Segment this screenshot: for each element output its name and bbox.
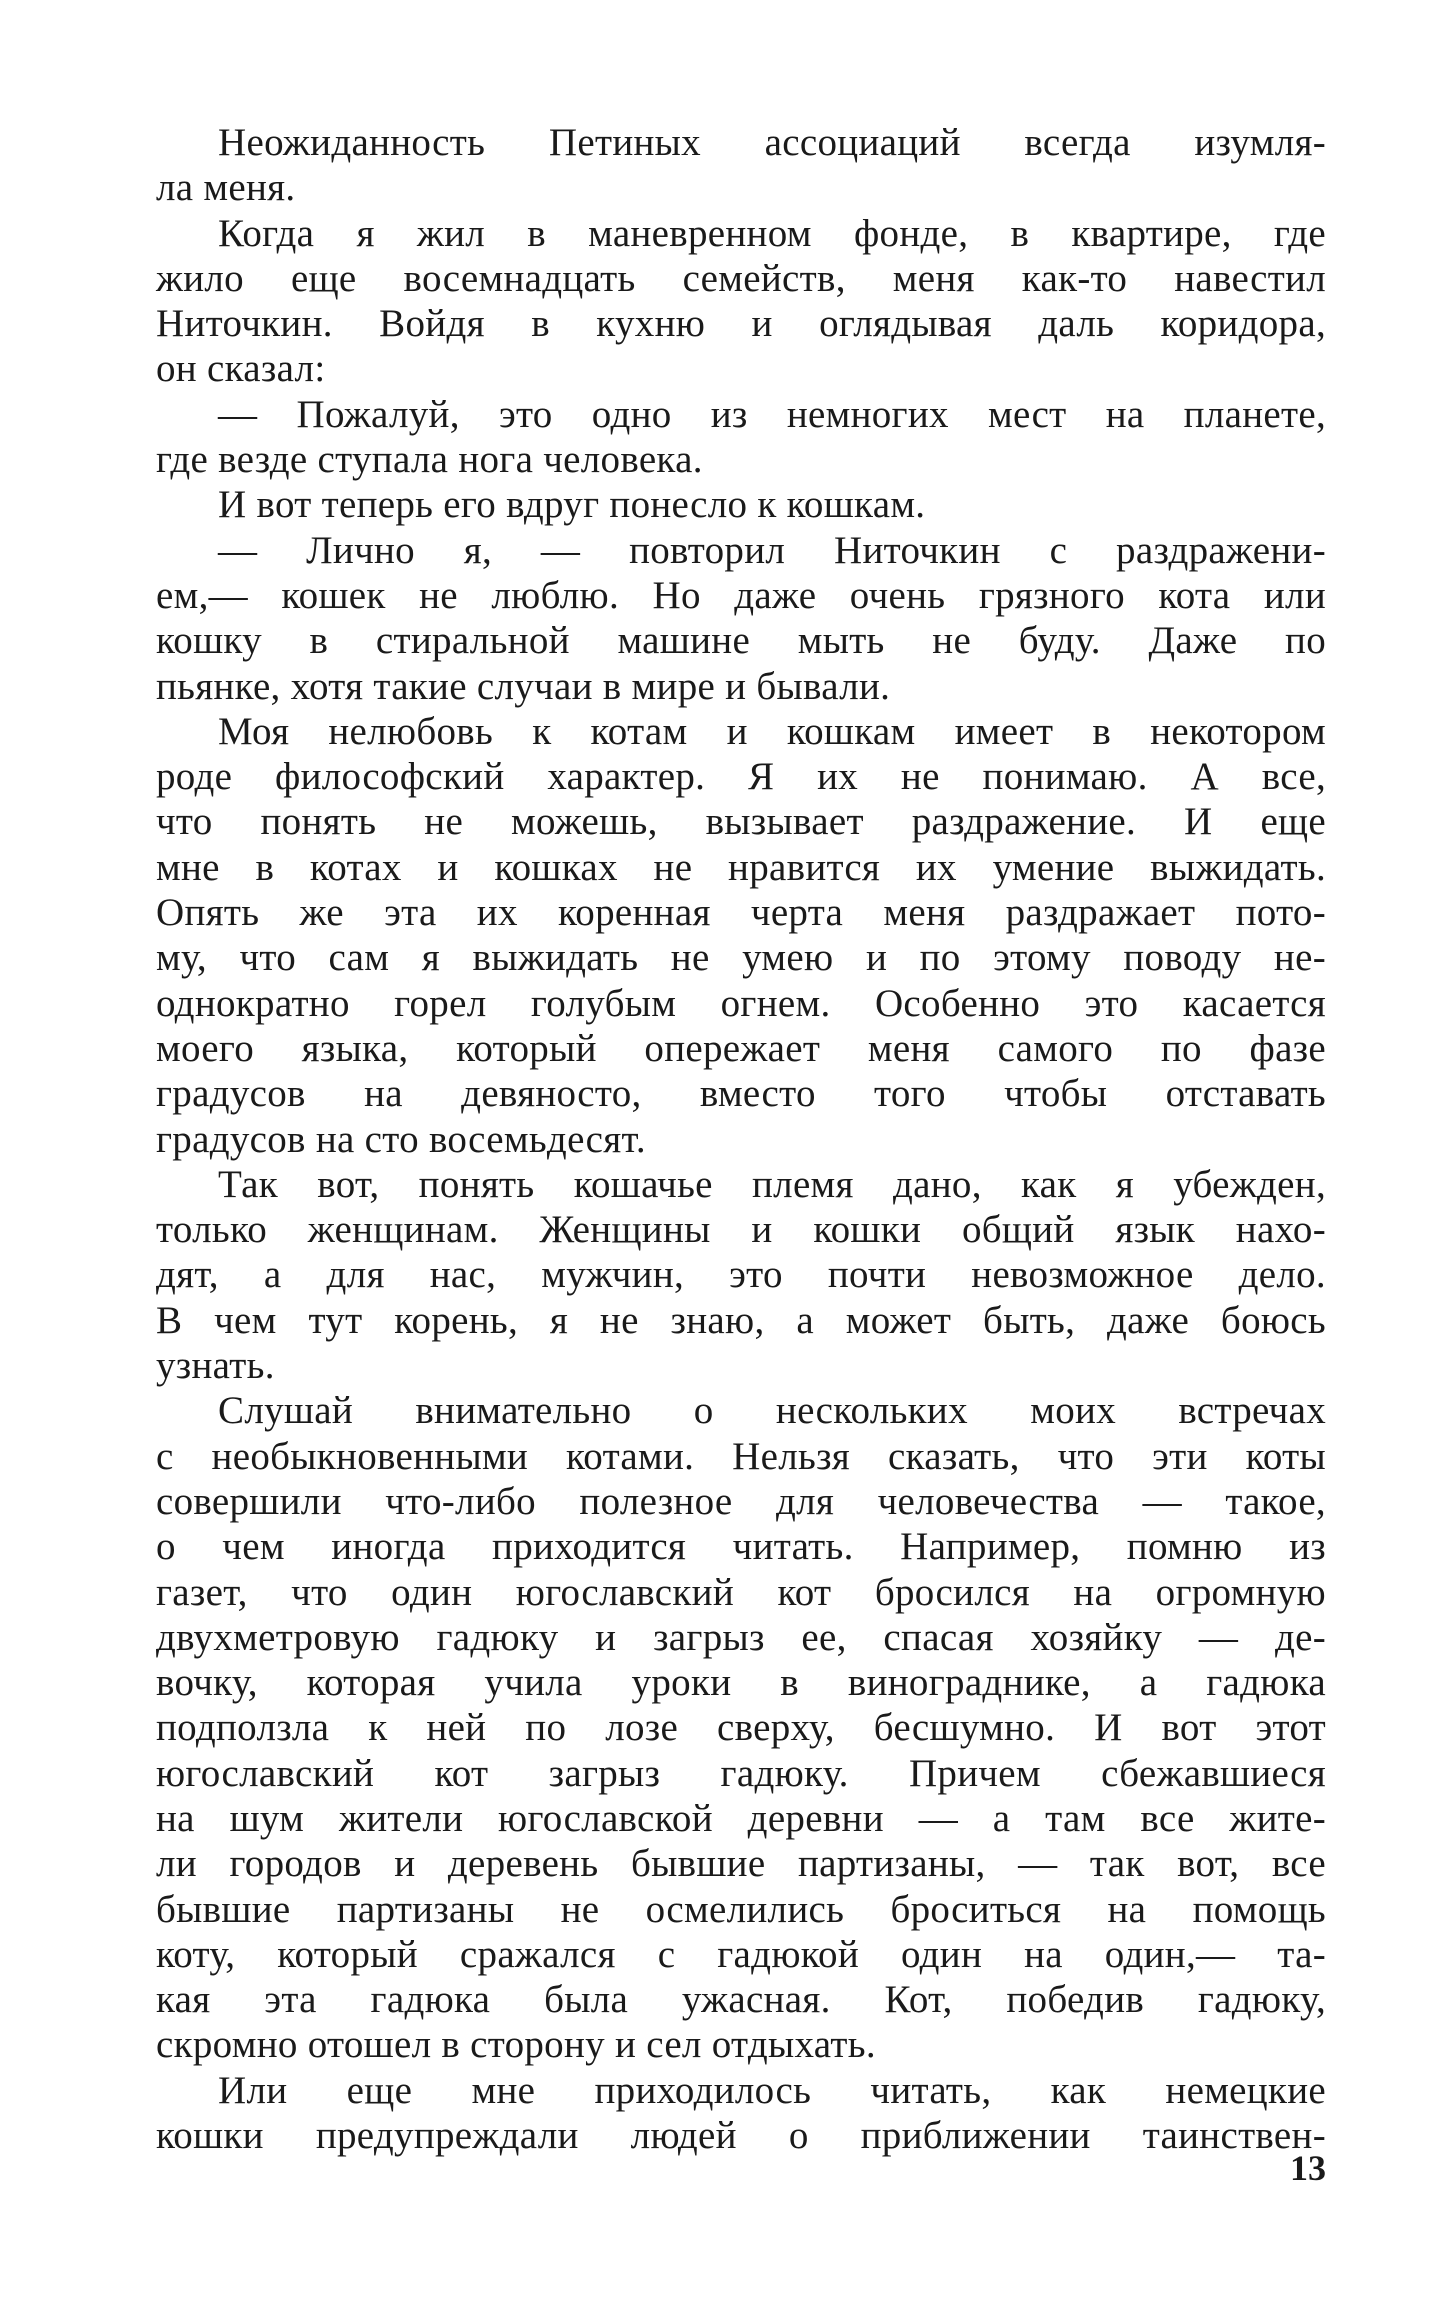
- text-line: коту, который сражался с гадюкой один на один,— та-: [156, 1932, 1326, 1976]
- text-line: кошку в стиральной машине мыть не буду. Даже по: [156, 619, 1326, 663]
- text-line: В чем тут корень, я не знаю, а может быть, даже боюсь: [156, 1298, 1326, 1342]
- text-line: Когда я жил в маневренном фонде, в квартире, где: [218, 211, 1326, 255]
- text-line: где везде ступала нога человека.: [156, 438, 703, 482]
- text-line: градусов на девяносто, вместо того чтобы отставать: [156, 1072, 1326, 1116]
- text-line: моего языка, который опережает меня самого по фазе: [156, 1026, 1326, 1070]
- text-line: Ниточкин. Войдя в кухню и оглядывая даль коридора,: [156, 302, 1326, 346]
- text-line: югославский кот загрыз гадюку. Причем сбежавшиеся: [156, 1751, 1326, 1795]
- text-line: он сказал:: [156, 347, 326, 391]
- text-line: — Лично я, — повторил Ниточкин с раздражени-: [218, 528, 1326, 572]
- text-line: дят, а для нас, мужчин, это почти невозможное дело.: [156, 1253, 1326, 1297]
- text-line: однократно горел голубым огнем. Особенно это касается: [156, 981, 1326, 1025]
- text-line: вочку, которая учила уроки в винограднике, а гадюка: [156, 1661, 1326, 1705]
- text-line: что понять не можешь, вызывает раздражение. И еще: [156, 800, 1326, 844]
- text-line: о чем иногда приходится читать. Например, помню из: [156, 1525, 1326, 1569]
- page-body: [156, 120, 1326, 2158]
- text-line: роде философский характер. Я их не понимаю. А все,: [156, 755, 1326, 799]
- text-line: градусов на сто восемьдесят.: [156, 1117, 646, 1161]
- text-line: Так вот, понять кошачье племя дано, как я убежден,: [218, 1162, 1326, 1206]
- text-line: на шум жители югославской деревни — а там все жите-: [156, 1796, 1326, 1840]
- text-line: му, что сам я выжидать не умею и по этому поводу не-: [156, 936, 1326, 980]
- text-line: совершили что-либо полезное для человечества — такое,: [156, 1479, 1326, 1523]
- text-line: с необыкновенными котами. Нельзя сказать, что эти коты: [156, 1434, 1326, 1478]
- text-line: подползла к ней по лозе сверху, бесшумно. И вот этот: [156, 1706, 1326, 1750]
- text-line: ли городов и деревень бывшие партизаны, — так вот, все: [156, 1842, 1326, 1886]
- text-line: ем,— кошек не люблю. Но даже очень грязного кота или: [156, 573, 1326, 617]
- text-line: узнать.: [156, 1344, 275, 1388]
- text-line: бывшие партизаны не осмелились броситься на помощь: [156, 1887, 1326, 1931]
- text-line: кая эта гадюка была ужасная. Кот, победив гадюку,: [156, 1978, 1326, 2022]
- text-line: Или еще мне приходилось читать, как немецкие: [218, 2068, 1326, 2112]
- text-line: скромно отошел в сторону и сел отдыхать.: [156, 2023, 876, 2067]
- text-line: пьянке, хотя такие случаи в мире и бывали.: [156, 664, 891, 708]
- text-line: Неожиданность Петиных ассоциаций всегда изумля-: [218, 121, 1326, 164]
- text-line: мне в котах и кошках не нравится их умение выжидать.: [156, 845, 1326, 889]
- text-line: двухметровую гадюку и загрыз ее, спасая хозяйку — де-: [156, 1615, 1326, 1659]
- text-line: Опять же эта их коренная черта меня раздражает пото-: [156, 891, 1326, 935]
- text-line: И вот теперь его вдруг понесло к кошкам.: [218, 483, 926, 527]
- text-line: — Пожалуй, это одно из немногих мест на планете,: [218, 392, 1326, 436]
- text-line: Моя нелюбовь к котам и кошкам имеет в некотором: [218, 709, 1326, 753]
- text-line: только женщинам. Женщины и кошки общий язык нахо-: [156, 1208, 1326, 1252]
- page-number: 13: [1290, 2148, 1326, 2188]
- text-line: жило еще восемнадцать семейств, меня как-то навестил: [156, 256, 1326, 300]
- text-line: газет, что один югославский кот бросился на огромную: [156, 1570, 1326, 1614]
- text-line: кошки предупреждали людей о приближении таинствен-: [156, 2114, 1326, 2158]
- text-line: Слушай внимательно о нескольких моих встречах: [218, 1389, 1326, 1433]
- text-line: ла меня.: [156, 166, 296, 210]
